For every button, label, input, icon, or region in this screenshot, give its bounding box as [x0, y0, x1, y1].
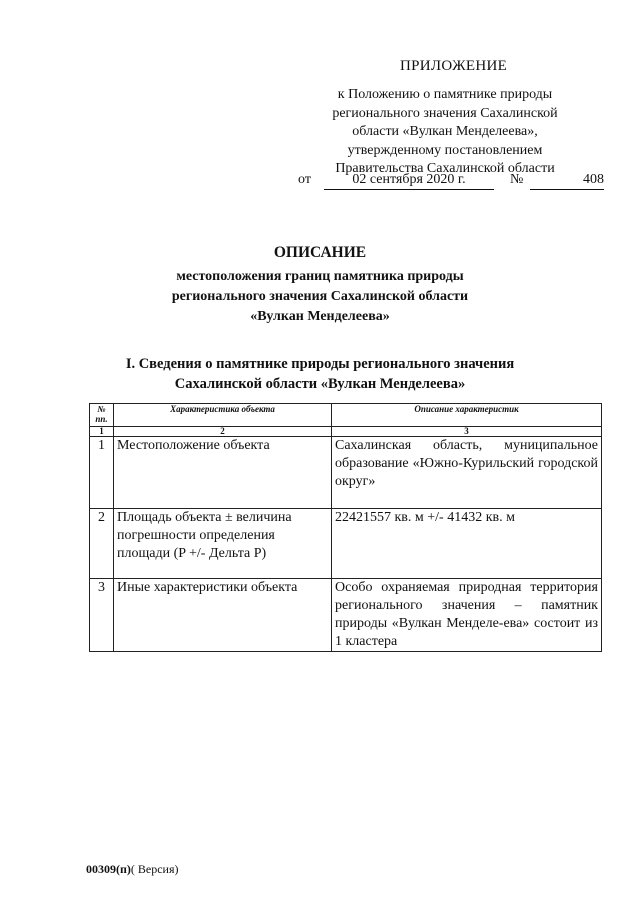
- from-label: от: [298, 172, 311, 187]
- appendix-line: области «Вулкан Менделеева»,: [352, 124, 538, 139]
- row-number: 1: [90, 437, 114, 509]
- table-row: [90, 509, 602, 579]
- description-heading: [0, 244, 640, 327]
- resolution-reference: [298, 172, 604, 192]
- characteristics-table: [89, 403, 602, 652]
- column-number: 3: [332, 427, 602, 437]
- row-characteristic: Площадь объекта ± величина погрешности определения площади (P +/- Дельта P): [114, 509, 332, 579]
- section-heading: [0, 354, 640, 394]
- description-line: регионального значения Сахалинской области: [171, 289, 469, 304]
- row-description: 22421557 кв. м +/- 41432 кв. м: [332, 509, 602, 579]
- description-line: местоположения границ памятника природы: [176, 269, 464, 284]
- table-header-row: [90, 404, 602, 427]
- table-column-numbers-row: [90, 427, 602, 437]
- footer-code: [86, 862, 179, 877]
- appendix-line: к Положению о памятнике природы: [337, 87, 553, 102]
- number-sign: №: [510, 172, 524, 187]
- row-description: Особо охраняемая природная территория регионального значения – памятник природы «Вулкан Менделе-ева» состоит из 1 кластера: [332, 579, 602, 652]
- table-row: [90, 579, 602, 652]
- document-code: 00309(п): [86, 862, 131, 876]
- header-cell-description: Описание характеристик: [332, 404, 602, 427]
- section-line: Сахалинской области «Вулкан Менделеева»: [174, 376, 466, 392]
- appendix-line: регионального значения Сахалинской: [332, 105, 558, 121]
- appendix-subtitle: [300, 86, 590, 179]
- appendix-line: утвержденному постановлением: [347, 142, 543, 158]
- column-number: 1: [90, 427, 114, 437]
- document-version: ( Версия): [130, 862, 179, 876]
- header-cell-characteristic: Характеристика объекта: [114, 404, 332, 427]
- description-title: ОПИСАНИЕ: [273, 244, 367, 261]
- description-line: «Вулкан Менделеева»: [250, 309, 390, 324]
- resolution-number: 408: [530, 172, 604, 190]
- appendix-line: Правительства Сахалинской области: [335, 161, 555, 176]
- row-description: Сахалинская область, муниципальное образование «Южно-Курильский городской округ»: [332, 437, 602, 509]
- section-line: I. Сведения о памятнике природы регионального значения: [125, 356, 515, 372]
- column-number: 2: [114, 427, 332, 437]
- table-row: [90, 437, 602, 509]
- appendix-title: ПРИЛОЖЕНИЕ: [400, 58, 508, 74]
- resolution-date: 02 сентября 2020 г.: [324, 172, 494, 190]
- row-number: 3: [90, 579, 114, 652]
- row-characteristic: Местоположение объекта: [114, 437, 332, 509]
- header-cell-number: № пп.: [90, 404, 114, 427]
- row-number: 2: [90, 509, 114, 579]
- row-characteristic: Иные характеристики объекта: [114, 579, 332, 652]
